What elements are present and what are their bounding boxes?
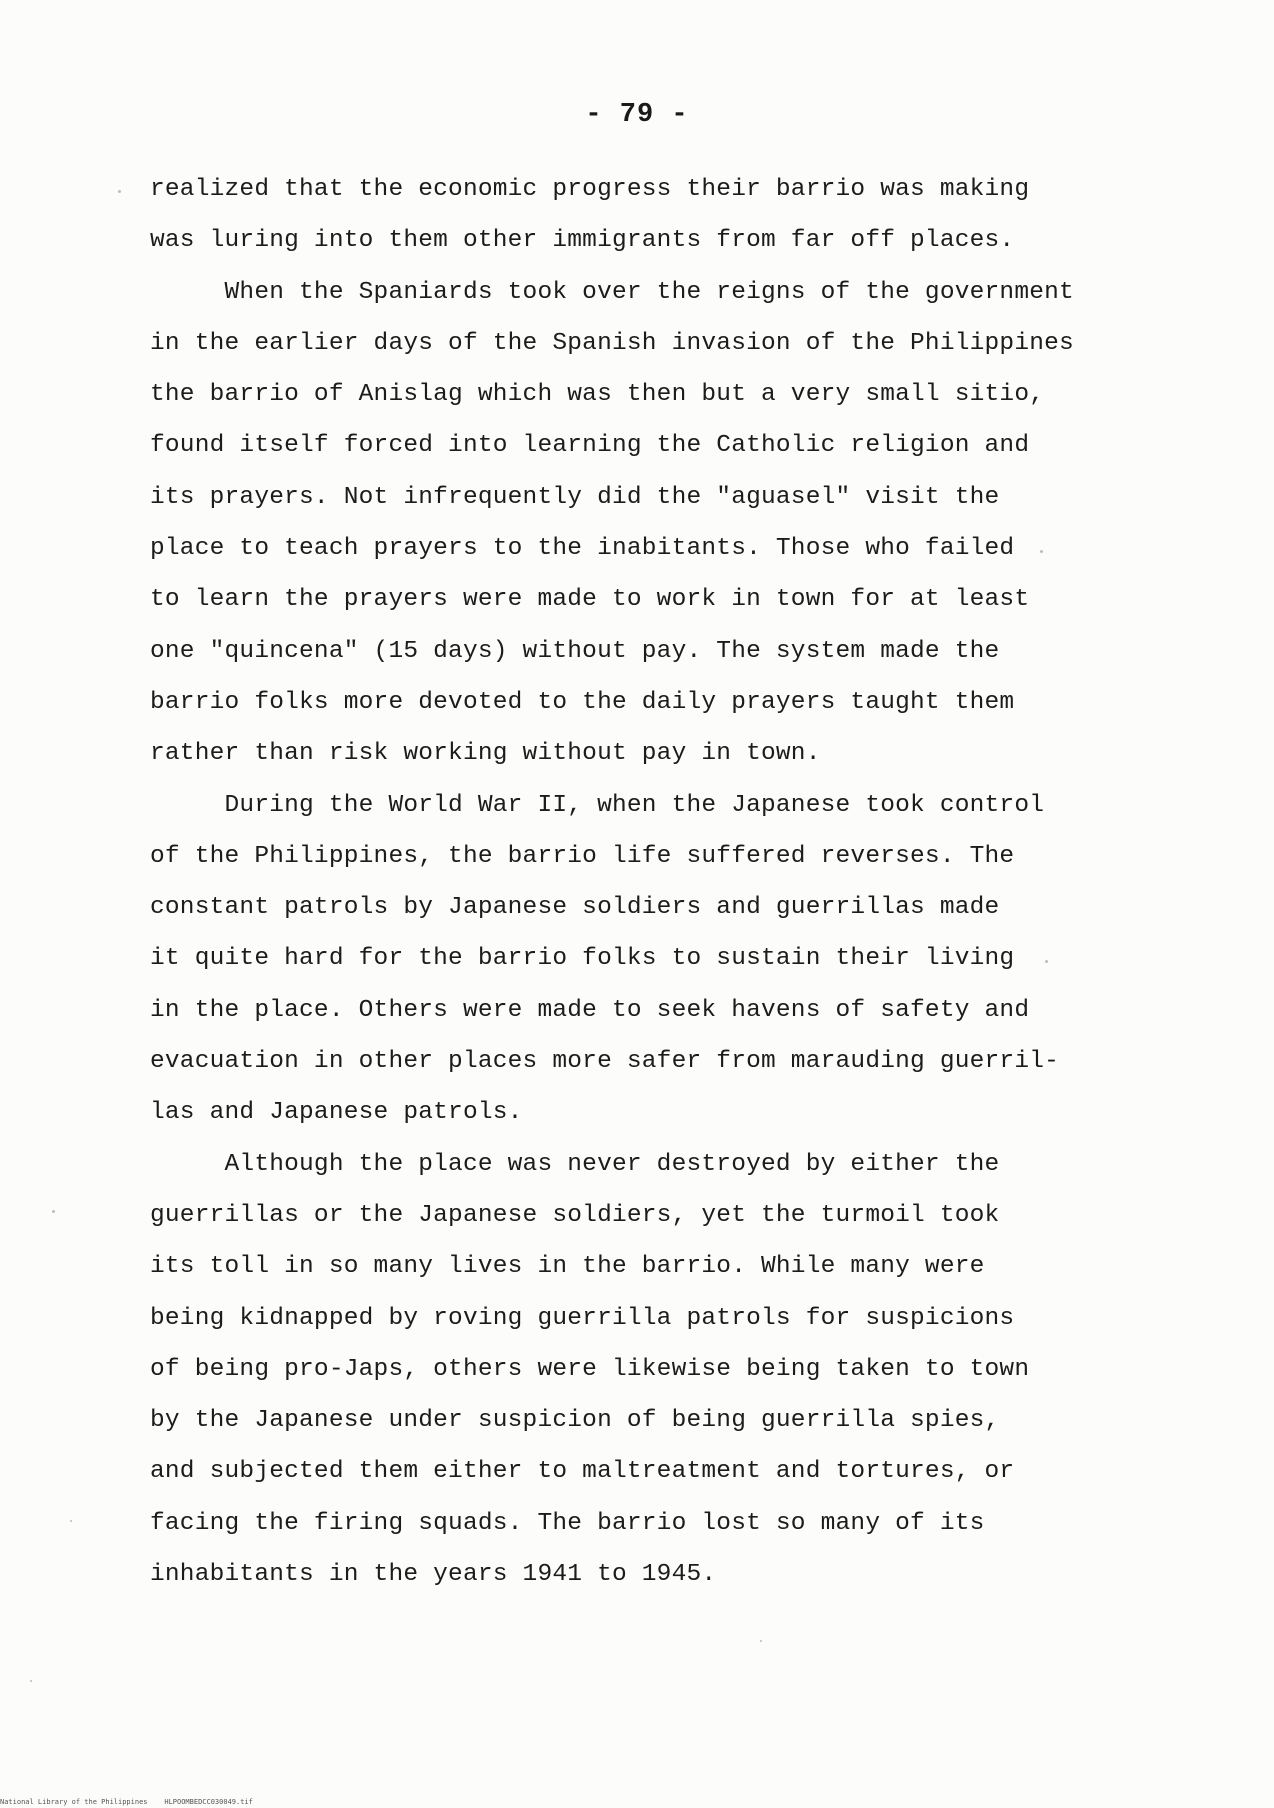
text-line: facing the firing squads. The barrio lost so many of its bbox=[150, 1509, 985, 1537]
scan-speck bbox=[52, 1210, 55, 1213]
text-line: found itself forced into learning the Catholic religion and bbox=[150, 432, 1030, 460]
text-line: in the earlier days of the Spanish invasion of the Philippines bbox=[150, 329, 1074, 357]
text-line: las and Japanese patrols. bbox=[150, 1099, 523, 1127]
text-line: it quite hard for the barrio folks to sustain their living bbox=[150, 945, 1015, 973]
text-line: constant patrols by Japanese soldiers and guerrillas made bbox=[150, 894, 1000, 922]
text-line: barrio folks more devoted to the daily prayers taught them bbox=[150, 688, 1015, 716]
text-line: place to teach prayers to the inabitants. Those who failed bbox=[150, 535, 1015, 563]
scan-speck bbox=[1045, 960, 1048, 963]
scan-speck bbox=[760, 1640, 762, 1642]
text-line: one "quincena" (15 days) without pay. The system made the bbox=[150, 637, 1000, 665]
text-line: evacuation in other places more safer from marauding guerril- bbox=[150, 1048, 1060, 1076]
text-line: guerrillas or the Japanese soldiers, yet the turmoil took bbox=[150, 1201, 1000, 1229]
text-line: and subjected them either to maltreatment and tortures, or bbox=[150, 1458, 1015, 1486]
text-line: its toll in so many lives in the barrio. While many were bbox=[150, 1253, 985, 1281]
scan-speck bbox=[1040, 550, 1043, 553]
text-line: of the Philippines, the barrio life suffered reverses. The bbox=[150, 842, 1015, 870]
text-line: of being pro-Japs, others were likewise being taken to town bbox=[150, 1355, 1030, 1383]
text-line: inhabitants in the years 1941 to 1945. bbox=[150, 1561, 717, 1589]
text-line: to learn the prayers were made to work in town for at least bbox=[150, 586, 1030, 614]
body-text bbox=[150, 164, 1260, 1600]
text-line: Although the place was never destroyed by either the bbox=[150, 1150, 1000, 1178]
text-line: When the Spaniards took over the reigns of the government bbox=[150, 278, 1074, 306]
text-line: being kidnapped by roving guerrilla patrols for suspicions bbox=[150, 1304, 1015, 1332]
text-line: in the place. Others were made to seek havens of safety and bbox=[150, 996, 1030, 1024]
scan-speck bbox=[118, 190, 121, 193]
scan-footer: National Library of the Philippines HLPOOMBEDCC030049.tif bbox=[0, 1798, 253, 1806]
scan-speck bbox=[70, 1520, 72, 1522]
scan-speck bbox=[30, 1680, 32, 1682]
text-line: its prayers. Not infrequently did the "aguasel" visit the bbox=[150, 483, 1000, 511]
text-line: rather than risk working without pay in town. bbox=[150, 740, 821, 768]
page-number: - 79 - bbox=[585, 100, 689, 130]
text-line: the barrio of Anislag which was then but a very small sitio, bbox=[150, 381, 1045, 409]
text-line: by the Japanese under suspicion of being guerrilla spies, bbox=[150, 1407, 1000, 1435]
text-line: realized that the economic progress their barrio was making bbox=[150, 176, 1030, 203]
text-line: was luring into them other immigrants from far off places. bbox=[150, 227, 1015, 255]
text-line: During the World War II, when the Japanese took control bbox=[150, 791, 1045, 819]
